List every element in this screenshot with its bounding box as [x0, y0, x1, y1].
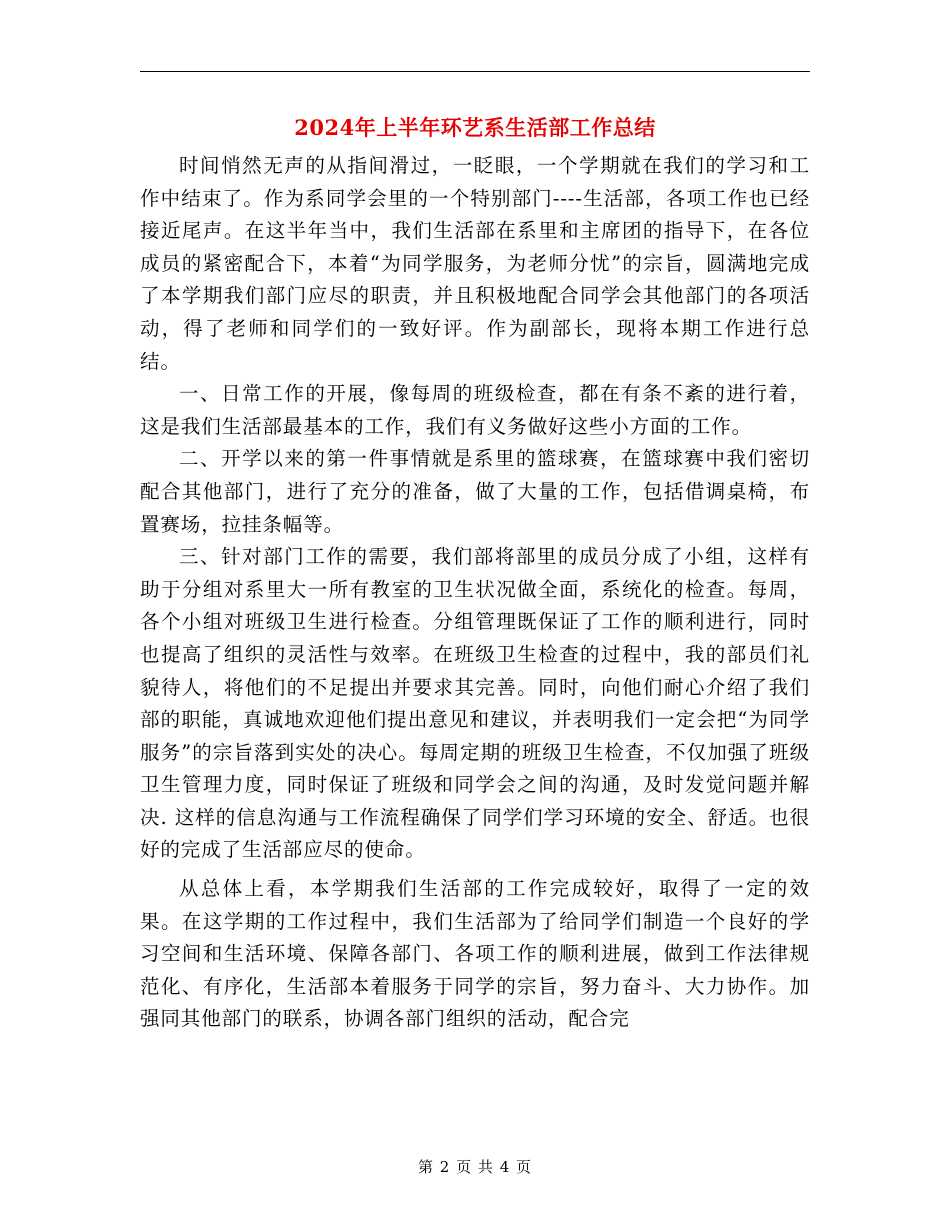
paragraph-summary: 从总体上看，本学期我们生活部的工作完成较好，取得了一定的效果。在这学期的工作过程中，我们生活部为了给同学们制造一个良好的学习空间和生活环境、保障各部门、各项工作的顺利进展，做到工作法律规范化、有序化，生活部本着服务于同学的宗旨，努力奋斗、大力协作。加强同其他部门的联系，协调各部门组织的活动，配合完	[140, 877, 810, 1031]
footer-current-page: 2	[439, 1158, 451, 1176]
footer-suffix: 页	[516, 1158, 533, 1176]
page-footer	[0, 1156, 950, 1177]
document-body	[140, 150, 810, 1036]
footer-total-word: 共	[477, 1158, 494, 1176]
footer-page-word: 页	[456, 1158, 473, 1176]
paragraph-item-2: 二、开学以来的第一件事情就是系里的篮球赛，在篮球赛中我们密切配合其他部门，进行了充分的准备，做了大量的工作，包括借调桌椅，布置赛场，拉挂条幅等。	[140, 447, 810, 536]
footer-prefix: 第	[417, 1158, 434, 1176]
paragraph-item-1: 一、日常工作的开展，像每周的班级检查，都在有条不紊的进行着，这是我们生活部最基本的工作，我们有义务做好这些小方面的工作。	[140, 382, 810, 438]
paragraph-intro: 时间悄然无声的从指间滑过，一眨眼，一个学期就在我们的学习和工作中结束了。作为系同学会里的一个特别部门----生活部，各项工作也已经接近尾声。在这半年当中，我们生活部在系里和主席团的指导下，在各位成员的紧密配合下，本着“为同学服务，为老师分忧”的宗旨，圆满地完成了本学期我们部门应尽的职责，并且积极地配合同学会其他部门的各项活动，得了老师和同学们的一致好评。作为副部长，现将本期工作进行总结。	[140, 154, 810, 373]
footer-total-pages: 4	[499, 1158, 511, 1176]
paragraph-item-3: 三、针对部门工作的需要，我们部将部里的成员分成了小组，这样有助于分组对系里大一所有教室的卫生状况做全面，系统化的检查。每周，各个小组对班级卫生进行检查。分组管理既保证了工作的顺利进行，同时也提高了组织的灵活性与效率。在班级卫生检查的过程中，我的部员们礼貌待人，将他们的不足提出并要求其完善。同时，向他们耐心介绍了我们部的职能，真诚地欢迎他们提出意见和建议，并表明我们一定会把“为同学服务”的宗旨落到实处的决心。每周定期的班级卫生检查，不仅加强了班级卫生管理力度，同时保证了班级和同学会之间的沟通，及时发觉问题并解决. 这样的信息沟通与工作流程确保了同学们学习环境的安全、舒适。也很好的完成了生活部应尽的使命。	[140, 545, 810, 862]
header-rule	[140, 71, 810, 72]
document-title: 2024年上半年环艺系生活部工作总结	[294, 115, 656, 140]
